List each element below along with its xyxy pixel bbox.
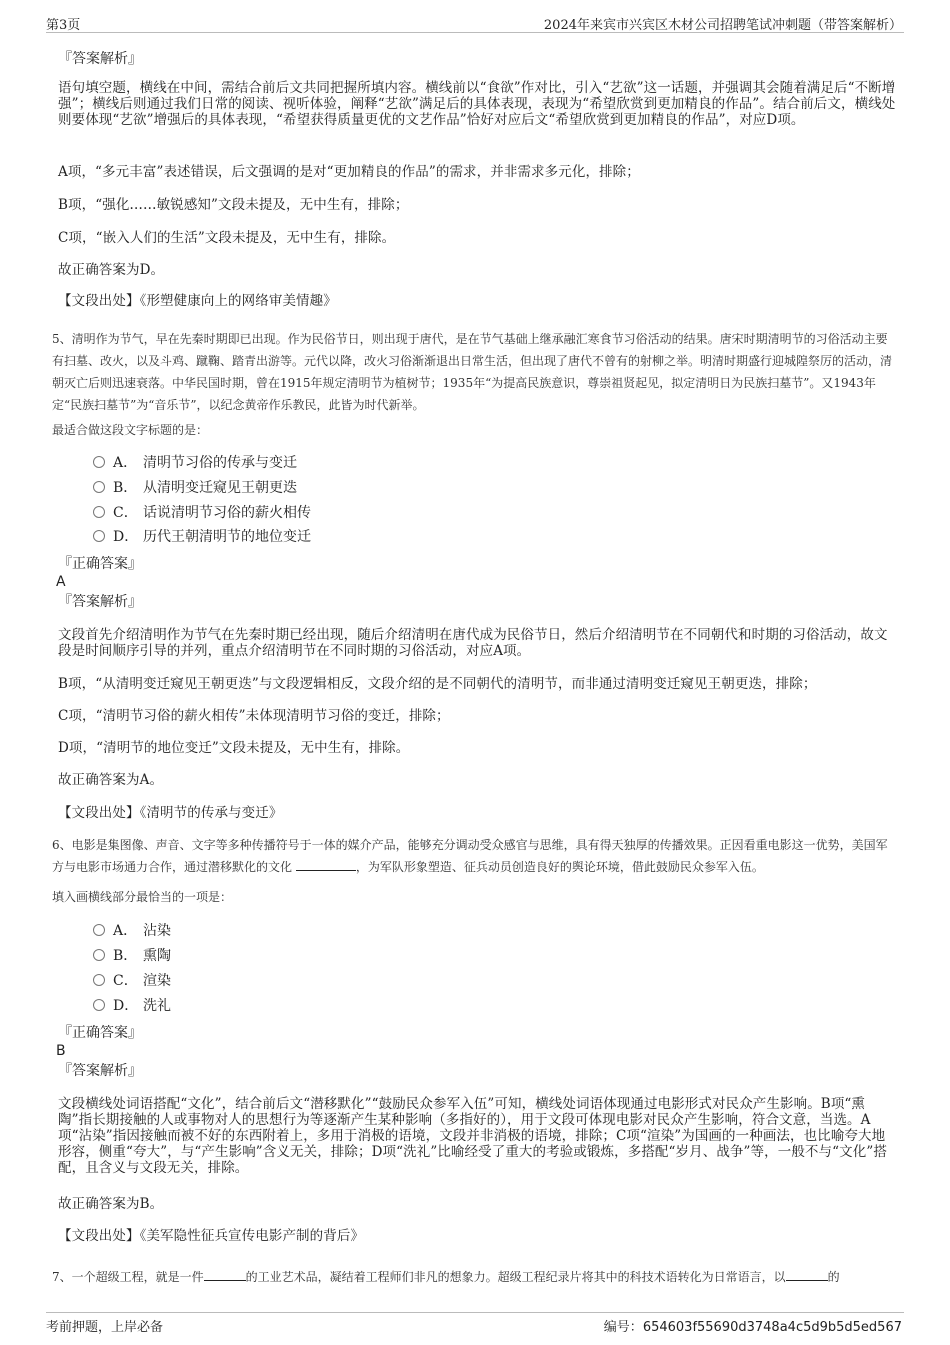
option-text: 熏陶 xyxy=(143,948,171,964)
radio-icon[interactable] xyxy=(93,530,105,542)
q4-analysis-paragraph: 语句填空题，横线在中间，需结合前后文共同把握所填内容。横线前以“食欲”作对比，引入“艺欲”这一话题，并强调其会随着满足后“不断增强”；横线后则通过我们日常的阅读、视听体验，阐释“艺欲”满足后的具体表现，表现为“希望欣赏到更加精良的作品”。结合前后文，横线处则要体现“艺欲”增强后的具体表现，“希望获得质量更优的文艺作品”恰好对应后文“希望欣赏到更加精良的作品”，对应D项。 xyxy=(58,80,896,128)
q5-option-b[interactable] xyxy=(93,478,297,498)
page-header xyxy=(46,12,904,33)
option-letter: C． xyxy=(113,505,138,521)
q6-answer: B xyxy=(56,1043,66,1059)
q4-analysis-option-b: B项，“强化……敏锐感知”文段未提及，无中生有，排除； xyxy=(58,197,409,213)
q6-blank xyxy=(296,858,356,871)
q4-analysis-option-a: A项，“多元丰富”表述错误，后文强调的是对“更加精良的作品”的需求，并非需求多元化，排除； xyxy=(58,164,640,180)
q5-source: 【文段出处】《清明节的传承与变迁》 xyxy=(58,805,283,821)
option-letter: A． xyxy=(113,455,138,471)
q4-source: 【文段出处】《形塑健康向上的网络审美情趣》 xyxy=(58,293,337,309)
q6-option-a[interactable] xyxy=(93,921,171,941)
q7-part3: 的 xyxy=(827,1270,840,1284)
q6-analysis-label: 『答案解析』 xyxy=(58,1063,142,1079)
q4-analysis-option-c: C项，“嵌入人们的生活”文段未提及，无中生有，排除。 xyxy=(58,230,396,246)
q6-text-after: ，为军队形象塑造、征兵动员创造良好的舆论环境，借此鼓励民众参军入伍。 xyxy=(355,860,764,874)
q5-option-a[interactable] xyxy=(93,453,297,473)
option-text: 渲染 xyxy=(143,973,171,989)
q7-blank-2 xyxy=(786,1268,828,1281)
radio-icon[interactable] xyxy=(93,506,105,518)
q5-analysis-option-c: C项，“清明节习俗的薪火相传”未体现清明节习俗的变迁，排除； xyxy=(58,708,450,724)
q7-part2: 的工业艺术品，凝结着工程师们非凡的想象力。超级工程纪录片将其中的科技术语转化为日常语言，以 xyxy=(245,1270,786,1284)
page-footer xyxy=(46,1312,904,1335)
q4-analysis-label: 『答案解析』 xyxy=(58,51,142,67)
q4-conclusion: 故正确答案为D。 xyxy=(58,262,165,278)
option-letter: C． xyxy=(113,973,138,989)
document-title: 2024年来宾市兴宾区木材公司招聘笔试冲刺题（带答案解析） xyxy=(543,18,902,33)
page-number: 第3页 xyxy=(46,18,81,33)
q6-question-text xyxy=(52,834,898,878)
q6-conclusion: 故正确答案为B。 xyxy=(58,1196,164,1212)
option-letter: A． xyxy=(113,923,138,939)
q5-conclusion: 故正确答案为A。 xyxy=(58,772,164,788)
radio-icon[interactable] xyxy=(93,924,105,936)
option-text: 清明节习俗的传承与变迁 xyxy=(143,455,297,471)
q5-analysis-label: 『答案解析』 xyxy=(58,594,142,610)
q6-answer-label: 『正确答案』 xyxy=(58,1025,142,1041)
footer-code-label: 编号： xyxy=(603,1320,643,1335)
option-text: 洗礼 xyxy=(143,998,171,1014)
radio-icon[interactable] xyxy=(93,481,105,493)
q6-text-before: 6、电影是集图像、声音、文字等多种传播符号于一体的媒介产品，能够充分调动受众感官与思维，具有得天独厚的传播效果。正因看重电影这一优势，美国军方与电影市场通力合作，通过潜移默化的文化 xyxy=(52,838,888,874)
q5-answer: A xyxy=(56,574,66,590)
q5-prompt: 最适合做这段文字标题的是： xyxy=(52,423,209,437)
q7-part1: 7、一个超级工程，就是一件 xyxy=(52,1270,204,1284)
radio-icon[interactable] xyxy=(93,456,105,468)
radio-icon[interactable] xyxy=(93,999,105,1011)
q6-option-b[interactable] xyxy=(93,946,171,966)
radio-icon[interactable] xyxy=(93,949,105,961)
option-letter: D． xyxy=(113,529,139,545)
option-text: 历代王朝清明节的地位变迁 xyxy=(143,529,311,545)
q5-answer-label: 『正确答案』 xyxy=(58,556,142,572)
option-text: 话说清明节习俗的薪火相传 xyxy=(143,505,311,521)
footer-code-value: 654603f55690d3748a4c5d9b5d5ed567 xyxy=(642,1320,902,1335)
footer-slogan: 考前押题，上岸必备 xyxy=(46,1320,164,1335)
q6-prompt: 填入画横线部分最恰当的一项是： xyxy=(52,890,233,904)
q5-analysis-option-d: D项，“清明节的地位变迁”文段未提及，无中生有，排除。 xyxy=(58,740,410,756)
option-letter: B． xyxy=(113,948,138,964)
q6-option-d[interactable] xyxy=(93,996,171,1016)
option-letter: D． xyxy=(113,998,139,1014)
q6-source: 【文段出处】《美军隐性征兵宣传电影产制的背后》 xyxy=(58,1228,365,1244)
option-letter: B． xyxy=(113,480,138,496)
q7-blank-1 xyxy=(204,1268,246,1281)
option-text: 从清明变迁窥见王朝更迭 xyxy=(143,480,297,496)
q5-option-d[interactable] xyxy=(93,527,311,547)
q6-option-c[interactable] xyxy=(93,971,171,991)
q5-option-c[interactable] xyxy=(93,503,311,523)
q5-analysis-paragraph: 文段首先介绍清明作为节气在先秦时期已经出现，随后介绍清明在唐代成为民俗节日，然后介绍清明节在不同朝代和时期的习俗活动，故文段是时间顺序引导的并列，重点介绍清明节在不同时期的习俗活动，对应A项。 xyxy=(58,627,888,659)
q6-analysis-paragraph: 文段横线处词语搭配“文化”，结合前后文“潜移默化”“鼓励民众参军入伍”可知，横线处词语体现通过电影形式对民众产生影响。B项“熏陶”指长期接触的人或事物对人的思想行为等逐渐产生某种影响（多指好的），用于文段可体现电影对民众产生影响，符合文意，当选。A项“沾染”指因接触而被不好的东西附着上，多用于消极的语境，文段并非消极的语境，排除；C项“渲染”为国画的一种画法，也比喻夸大地形容，侧重“夸大”，与“产生影响”含义无关，排除；D项“洗礼”比喻经受了重大的考验或锻炼，多搭配“岁月、战争”等，一般不与“文化”搭配，且含义与文段无关，排除。 xyxy=(58,1096,887,1176)
q7-question-text xyxy=(52,1266,898,1288)
q5-question-text: 5、清明作为节气，早在先秦时期即已出现。作为民俗节日，则出现于唐代，是在节气基础上继承融汇寒食节习俗活动的结果。唐宋时期清明节的习俗活动主要有扫墓、改火，以及斗鸡、蹴鞠、踏青出游等。元代以降，改火习俗渐渐退出日常生活，但出现了唐代不曾有的射柳之举。明清时期盛行迎城隍祭厉的活动，清朝灭亡后则迅速衰落。中华民国时期，曾在1915年规定清明节为植树节；1935年“为提高民族意识，尊崇祖贤起见，拟定清明日为民族扫墓节”。又1943年定“民族扫墓节”为“音乐节”，以纪念黄帝作乐教民，此皆为时代新举。 xyxy=(52,332,893,412)
footer-code xyxy=(604,1316,902,1335)
q5-analysis-option-b: B项，“从清明变迁窥见王朝更迭”与文段逻辑相反，文段介绍的是不同朝代的清明节，而非通过清明变迁窥见王朝更迭，排除； xyxy=(58,676,817,692)
option-text: 沾染 xyxy=(143,923,171,939)
radio-icon[interactable] xyxy=(93,974,105,986)
